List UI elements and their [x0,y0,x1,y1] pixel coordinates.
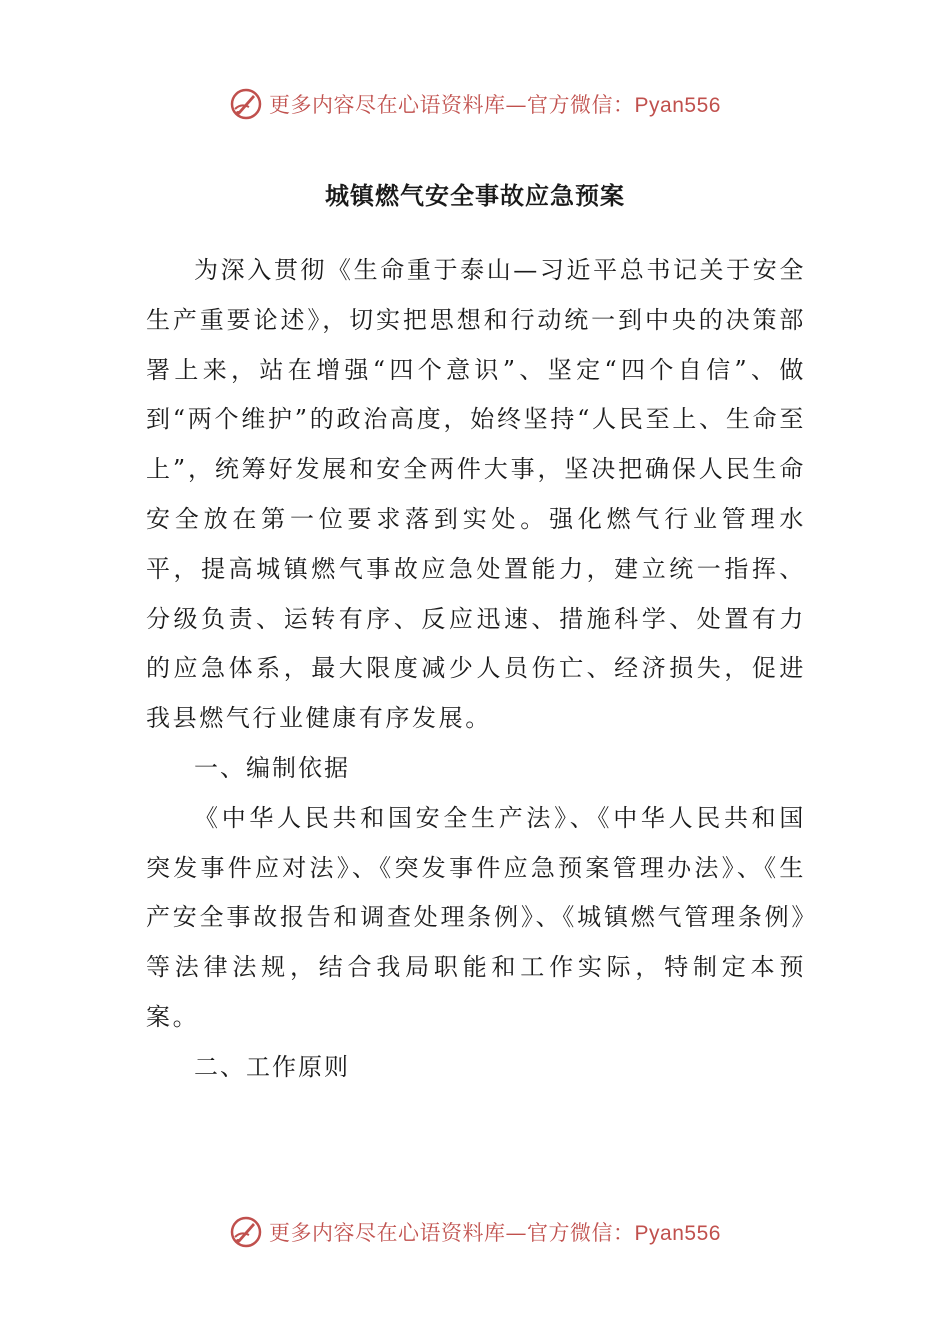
quill-logo-icon [229,1215,263,1249]
document-body [146,246,806,1093]
wechat-id: Pyan556 [634,94,721,117]
watermark-text: 更多内容尽在心语资料库—官方微信：Pyan556 [269,1221,721,1245]
footer-watermark [0,1210,950,1254]
section-heading-basis: 一、编制依据 [194,753,350,782]
section-heading-principles: 二、工作原则 [194,1052,350,1081]
header-watermark [0,82,950,126]
quill-logo-icon [229,87,263,121]
basis-paragraph: 《中华人民共和国安全生产法》、《中华人民共和国突发事件应对法》、《突发事件应急预案管理办法》、《生产安全事故报告和调查处理条例》、《城镇燃气管理条例》等法律法规，结合我局职能和工作实际，特制定本预案。 [146,803,806,1031]
watermark-text: 更多内容尽在心语资料库—官方微信：Pyan556 [269,93,721,117]
document-title: 城镇燃气安全事故应急预案 [325,181,625,210]
intro-paragraph: 为深入贯彻《生命重于泰山—习近平总书记关于安全生产重要论述》，切实把思想和行动统一到中央的决策部署上来，站在增强“四个意识”、坚定“四个自信”、做到“两个维护”的政治高度，始终坚持“人民至上、生命至上”，统筹好发展和安全两件大事，坚决把确保人民生命安全放在第一位要求落到实处。强化燃气行业管理水平，提高城镇燃气事故应急处置能力，建立统一指挥、分级负责、运转有序、反应迅速、措施科学、处置有力的应急体系，最大限度减少人员伤亡、经济损失，促进我县燃气行业健康有序发展。 [146,256,806,733]
wechat-id: Pyan556 [634,1222,721,1245]
